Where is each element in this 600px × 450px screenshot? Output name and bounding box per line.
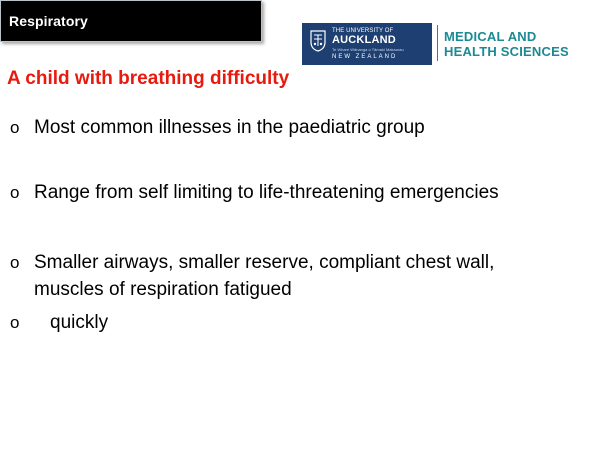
logo-university-of: THE UNIVERSITY OF bbox=[332, 28, 394, 34]
bullet-text: quickly bbox=[50, 312, 109, 333]
bullet-circle-icon: o bbox=[10, 118, 20, 137]
logo-maori-name: Te Whare Wānanga o Tāmaki Makaurau bbox=[332, 47, 404, 52]
logo-new-zealand: NEW ZEALAND bbox=[332, 54, 398, 60]
bullet-text: Smaller airways, smaller reserve, compliant chest wall, bbox=[34, 252, 495, 273]
bullet-circle-icon: o bbox=[10, 253, 20, 272]
bullet-circle-icon: o bbox=[10, 183, 20, 202]
bullet-text: Range from self limiting to life-threatening emergencies bbox=[34, 182, 499, 203]
faculty-name-line2: HEALTH SCIENCES bbox=[444, 44, 569, 59]
section-label: Respiratory bbox=[9, 13, 88, 29]
section-tab bbox=[0, 0, 262, 42]
bullet-circle-icon: o bbox=[10, 313, 20, 332]
slide-title: A child with breathing difficulty bbox=[7, 68, 290, 89]
bullet-text: Most common illnesses in the paediatric group bbox=[34, 117, 425, 138]
bullet-continuation-text: muscles of respiration fatigued bbox=[34, 279, 292, 300]
faculty-name-line1: MEDICAL AND bbox=[444, 29, 537, 44]
logo-auckland: AUCKLAND bbox=[332, 34, 396, 46]
university-logo bbox=[302, 23, 432, 65]
logo-divider bbox=[437, 25, 438, 61]
university-crest-icon bbox=[310, 30, 326, 52]
